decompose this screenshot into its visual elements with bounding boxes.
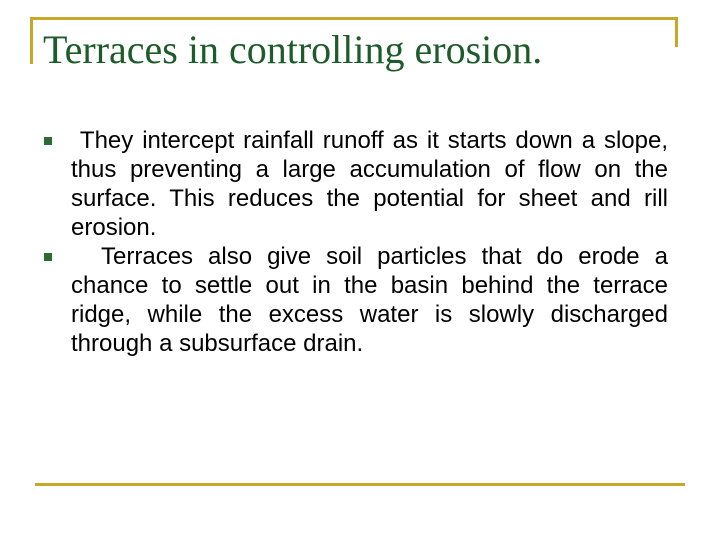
title-frame-right-line <box>675 17 678 47</box>
bullet-text: They intercept rainfall runoff as it starts down a slope, thus preventing a large accumulation of flow on the surface. This reduces the potential for sheet and rill erosion. <box>71 127 675 241</box>
bullet-text: Terraces also give soil particles that do erode a chance to settle out in the basin behind the terrace ridge, while the excess water is slowly discharged through a subsurface drain. <box>71 243 675 357</box>
square-bullet-icon <box>44 137 52 145</box>
bullet-item <box>44 242 675 358</box>
title-frame-left-line <box>30 17 33 64</box>
slide-title: Terraces in controlling erosion. <box>43 27 543 72</box>
square-bullet-icon <box>44 253 52 261</box>
title-frame-top-line <box>30 17 678 20</box>
bottom-divider-line <box>35 483 685 486</box>
bullet-list <box>44 126 675 358</box>
bullet-item <box>44 126 675 242</box>
